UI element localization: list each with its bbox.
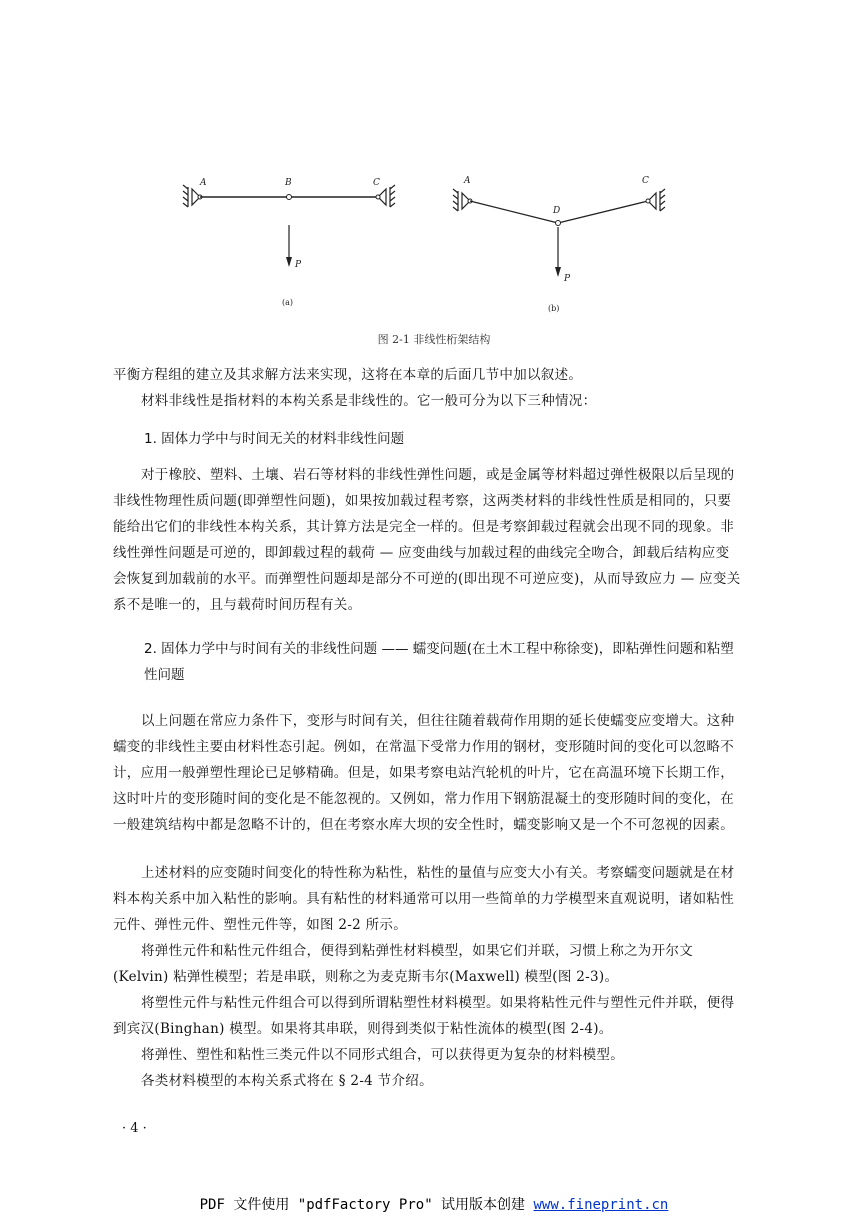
footer-link[interactable]: www.fineprint.cn [533, 1197, 669, 1213]
paragraph-7: 将塑性元件与粘性元件组合可以得到所谓粘塑性材料模型。如果将粘性元件与塑性元件并联，便得到宾汉(Binghan) 模型。如果将其串联，则得到类似于粘性流体的模型(图 2-4)。 [113, 995, 735, 1037]
footer-text: PDF 文件使用 "pdfFactory Pro" 试用版本创建 [199, 1197, 534, 1213]
paragraph-5: 上述材料的应变随时间变化的特性称为粘性，粘性的量值与应变大小有关。考察蠕变问题就是在材料本构关系中加入粘性的影响。具有粘性的材料通常可以用一些简单的力学模型来直观说明，诸如粘性元件、弹性元件、塑性元件等，如图 2-2 所示。 [113, 865, 735, 933]
pdf-footer [0, 1194, 868, 1214]
paragraph-3: 对于橡胶、塑料、土壤、岩石等材料的非线性弹性问题，或是金属等材料超过弹性极限以后呈现的非线性物理性质问题(即弹塑性问题)，如果按加载过程考察，这两类材料的非线性性质是相同的，只要能给出它们的非线性本构关系，其计算方法是完全一样的。但是考察卸载过程就会出现不同的现象。非线性弹性问题是可逆的，即卸载过程的载荷 — 应变曲线与加载过程的曲线完全吻合，卸载后结构应变会恢复到加载前的水平。而弹塑性问题却是部分不可逆的(即出现不可逆应变)，从而导致应力 — 应变关系不是唯一的，且与载荷时间历程有关。 [113, 467, 741, 613]
section-heading-1: 1. 固体力学中与时间无关的材料非线性问题 [144, 431, 405, 447]
label-b-P: P [564, 274, 571, 284]
truss-diagram [170, 165, 700, 325]
label-a-B: B [285, 178, 292, 188]
paragraph-2: 材料非线性是指材料的本构关系是非线性的。它一般可分为以下三种情况： [141, 393, 597, 409]
truss-a [183, 178, 395, 307]
section-heading-2: 2. 固体力学中与时间有关的非线性问题 —— 蠕变问题(在土木工程中称徐变)，即粘弹性问题和粘塑性问题 [144, 641, 734, 683]
paragraph-6: 将弹性元件和粘性元件组合，便得到粘弹性材料模型，如果它们并联，习惯上称之为开尔文(Kelvin) 粘弹性模型；若是串联，则称之为麦克斯韦尔(Maxwell) 模型(图 2-3)。 [113, 943, 693, 985]
figure-caption: 图 2-1 非线性桁架结构 [377, 333, 491, 346]
subcaption-a: (a) [282, 298, 294, 307]
page-number: · 4 · [122, 1121, 147, 1136]
label-a-A: A [200, 178, 207, 188]
paragraph-1: 平衡方程组的建立及其求解方法来实现，这将在本章的后面几节中加以叙述。 [113, 367, 583, 383]
label-b-C: C [642, 176, 649, 186]
truss-b [453, 176, 665, 313]
truss-figure [170, 165, 700, 325]
paragraph-4: 以上问题在常应力条件下，变形与时间有关，但往往随着载荷作用期的延长使蠕变应变增大。这种蠕变的非线性主要由材料性态引起。例如，在常温下受常力作用的钢材，变形随时间的变化可以忽略不计，应用一般弹塑性理论已足够精确。但是，如果考察电站汽轮机的叶片，它在高温环境下长期工作，这时叶片的变形随时间的变化是不能忽视的。又例如，常力作用下钢筋混凝土的变形随时间的变化，在一般建筑结构中都是忽略不计的，但在考察水库大坝的安全性时，蠕变影响又是一个不可忽视的因素。 [113, 713, 735, 833]
paragraph-9: 各类材料模型的本构关系式将在 § 2-4 节介绍。 [141, 1073, 433, 1089]
subcaption-b: (b) [548, 304, 560, 313]
label-a-P: P [295, 260, 302, 270]
label-b-A: A [464, 176, 471, 186]
label-b-D: D [553, 206, 561, 216]
paragraph-8: 将弹性、塑性和粘性三类元件以不同形式组合，可以获得更为复杂的材料模型。 [141, 1047, 624, 1063]
label-a-C: C [373, 178, 380, 188]
